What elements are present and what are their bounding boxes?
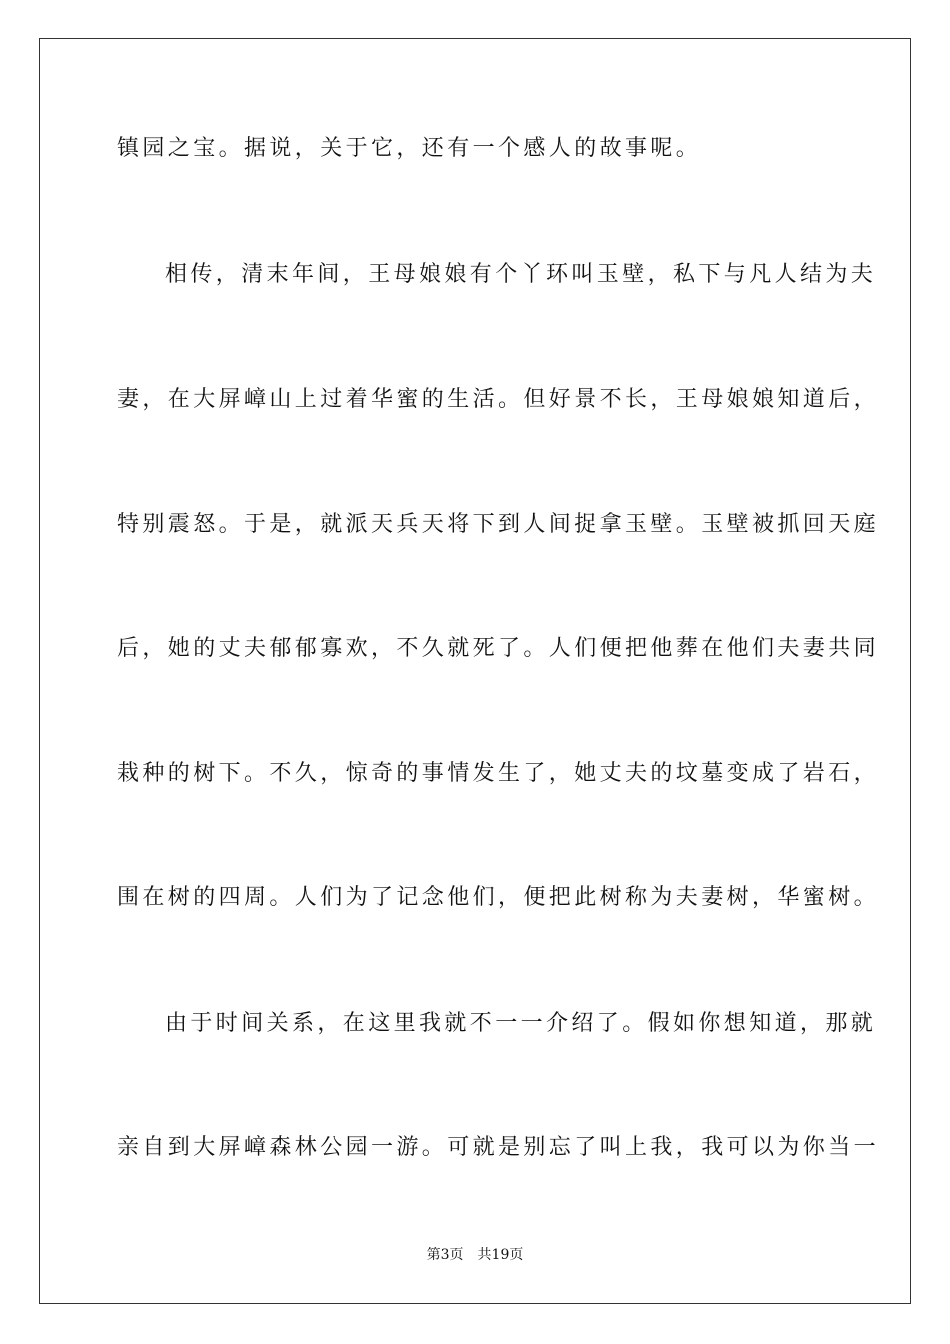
text-line-9: 亲自到大屏嶂森林公园一游。可就是别忘了叫上我，我可以为你当一 bbox=[117, 1135, 880, 1160]
text-line-2: 相传，清末年间，王母娘娘有个丫环叫玉壁，私下与凡人结为夫 bbox=[165, 262, 877, 287]
page-footer bbox=[0, 1246, 950, 1264]
page-total: 共19页 bbox=[477, 1247, 524, 1263]
text-line-8: 由于时间关系，在这里我就不一一介绍了。假如你想知道，那就 bbox=[165, 1011, 877, 1036]
text-line-7: 围在树的四周。人们为了记念他们，便把此树称为夫妻树，华蜜树。 bbox=[117, 885, 880, 910]
text-line-4: 特别震怒。于是，就派天兵天将下到人间捉拿玉壁。玉壁被抓回天庭 bbox=[117, 512, 880, 537]
page-number: 第3页 bbox=[426, 1247, 464, 1263]
page-border bbox=[39, 38, 911, 1304]
text-line-1: 镇园之宝。据说，关于它，还有一个感人的故事呢。 bbox=[117, 136, 702, 161]
text-line-5: 后，她的丈夫郁郁寡欢，不久就死了。人们便把他葬在他们夫妻共同 bbox=[117, 636, 880, 661]
text-line-6: 栽种的树下。不久，惊奇的事情发生了，她丈夫的坟墓变成了岩石， bbox=[117, 761, 880, 786]
text-line-3: 妻，在大屏嶂山上过着华蜜的生活。但好景不长，王母娘娘知道后， bbox=[117, 387, 880, 412]
